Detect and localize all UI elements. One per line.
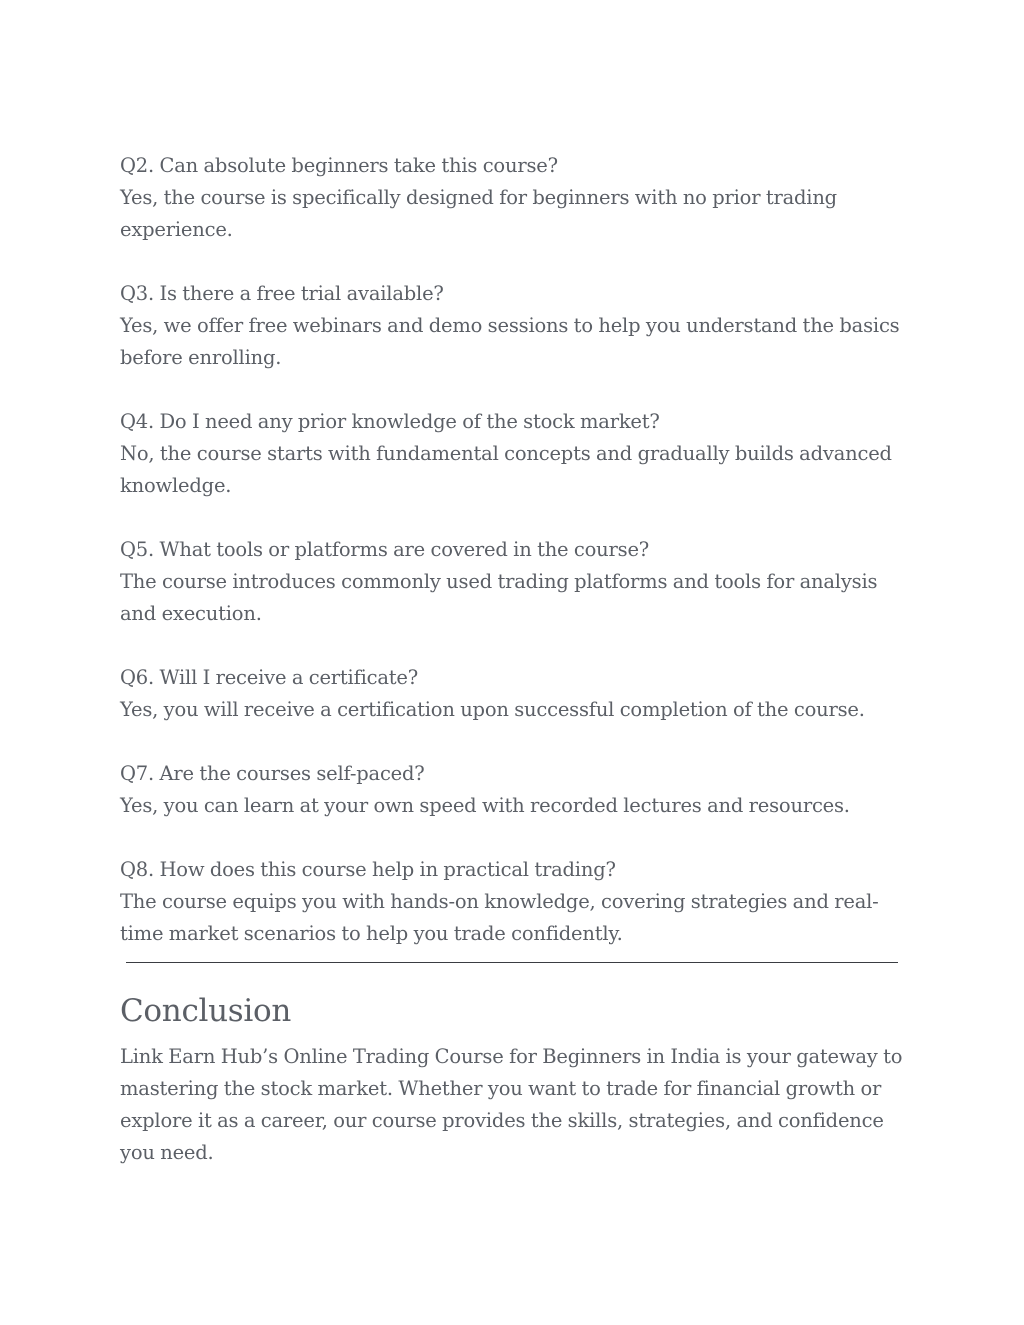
faq-answer: The course introduces commonly used trading platforms and tools for analysis and execution.	[120, 570, 878, 625]
faq-item-q4	[120, 406, 910, 502]
faq-question: Q4. Do I need any prior knowledge of the stock market?	[120, 410, 660, 433]
faq-answer: Yes, you will receive a certification upon successful completion of the course.	[120, 698, 865, 721]
conclusion-paragraph: Link Earn Hub’s Online Trading Course for Beginners in India is your gateway to mastering the stock market. Whether you want to trade for financial growth or explore it as a career, our course provides the skills, strategies, and confidence you need.	[120, 1045, 903, 1164]
faq-item-q5	[120, 534, 910, 630]
faq-item-q6	[120, 662, 910, 726]
faq-question: Q8. How does this course help in practical trading?	[120, 858, 616, 881]
faq-question: Q5. What tools or platforms are covered in the course?	[120, 538, 650, 561]
faq-answer: Yes, the course is specifically designed for beginners with no prior trading experience.	[120, 186, 837, 241]
section-divider	[126, 962, 898, 963]
faq-item-q2	[120, 150, 910, 246]
faq-list	[120, 150, 910, 950]
document-page	[120, 150, 910, 1169]
faq-answer: No, the course starts with fundamental concepts and gradually builds advanced knowledge.	[120, 442, 892, 497]
faq-item-q8	[120, 854, 910, 950]
faq-question: Q7. Are the courses self-paced?	[120, 762, 425, 785]
conclusion-heading: Conclusion	[120, 993, 292, 1029]
faq-answer: Yes, you can learn at your own speed with recorded lectures and resources.	[120, 794, 850, 817]
faq-question: Q6. Will I receive a certificate?	[120, 666, 419, 689]
faq-answer: The course equips you with hands-on knowledge, covering strategies and real-time market scenarios to help you trade confidently.	[120, 890, 879, 945]
faq-answer: Yes, we offer free webinars and demo sessions to help you understand the basics before enrolling.	[120, 314, 900, 369]
faq-item-q3	[120, 278, 910, 374]
faq-item-q7	[120, 758, 910, 822]
faq-question: Q2. Can absolute beginners take this course?	[120, 154, 558, 177]
faq-question: Q3. Is there a free trial available?	[120, 282, 444, 305]
